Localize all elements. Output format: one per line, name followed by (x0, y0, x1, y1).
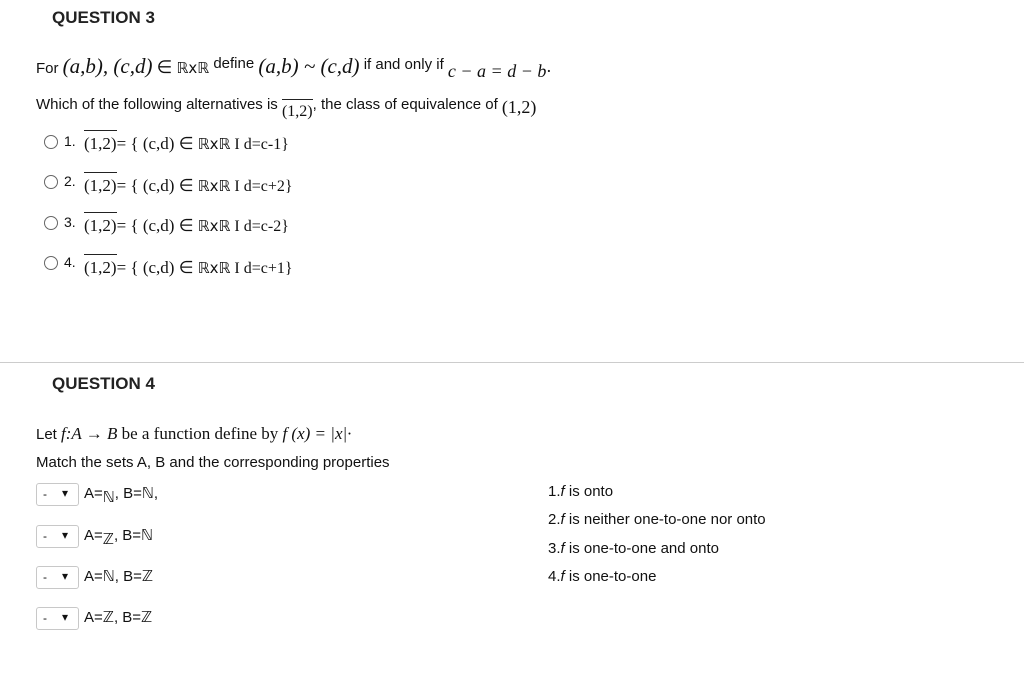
match-select-4[interactable] (36, 607, 79, 630)
option-3-set: ℝxℝ (197, 217, 231, 235)
property-3-f: f (560, 540, 565, 557)
option-3-expr: = { (c,d) ∈ (116, 216, 198, 235)
option-1-expr: = { (c,d) ∈ (116, 134, 198, 153)
q3-point: (1,2) (501, 97, 537, 117)
pair-1-tail: , (153, 485, 159, 502)
option-1-expression (84, 130, 289, 154)
q3-elem-symbol: ∈ (156, 57, 173, 77)
option-2-lhs: (1,2) (84, 172, 117, 196)
option-4-lhs: (1,2) (84, 254, 117, 278)
property-4-f: f (560, 568, 565, 585)
q4-let-word: Let (36, 426, 57, 443)
option-2-expr: = { (c,d) ∈ (116, 176, 198, 195)
pair-2-a-label: A= (84, 527, 103, 544)
q3-pairs: (a,b), (c,d) (62, 54, 153, 78)
property-2 (548, 511, 766, 528)
chevron-down-icon: ▾ (62, 610, 69, 624)
q3-condition: c − a = d − b· (447, 61, 551, 81)
option-3-lhs: (1,2) (84, 212, 117, 236)
option-1-lhs: (1,2) (84, 130, 117, 154)
property-3-text: is one-to-one and onto (564, 540, 719, 557)
option-4-set: ℝxℝ (197, 259, 231, 277)
question-3-title: QUESTION 3 (52, 8, 155, 27)
pair-1-b-set: ℕ (141, 484, 154, 502)
option-2-expression (84, 172, 293, 196)
match-select-3[interactable] (36, 566, 79, 589)
q3-define-word: define (213, 55, 255, 72)
pair-1-b-label: , B= (114, 485, 142, 502)
option-3-number: 3. (64, 214, 76, 230)
option-1-radio[interactable] (44, 135, 58, 149)
property-2-text: is neither one-to-one nor onto (564, 511, 766, 528)
chevron-down-icon: ▾ (62, 486, 69, 500)
option-1-set: ℝxℝ (197, 135, 231, 153)
chevron-down-icon: ▾ (62, 569, 69, 583)
q4-rest-text: be a function define by (121, 424, 279, 443)
option-4-expr: = { (c,d) ∈ (116, 258, 198, 277)
q4-formula: f (x) = |x|· (282, 424, 352, 443)
pair-3-b-label: , B= (114, 568, 142, 585)
q3-comma: , (312, 96, 317, 113)
property-1-number: 1. (548, 483, 561, 500)
q4-instructions: Match the sets A, B and the corresponding properties (36, 454, 390, 471)
q3-statement-line2 (36, 92, 537, 120)
q3-statement-line1 (36, 54, 551, 79)
select-3-value: - (43, 570, 47, 584)
property-2-f: f (560, 511, 565, 528)
set-pair-2 (84, 526, 154, 548)
option-3-cond: I d=c-2} (230, 218, 289, 235)
q3-for-word: For (36, 60, 59, 77)
property-2-number: 2. (548, 511, 561, 528)
select-1-value: - (43, 487, 47, 501)
option-2-number: 2. (64, 173, 76, 189)
select-4-value: - (43, 611, 47, 625)
property-1 (548, 483, 613, 500)
pair-4-a-label: A= (84, 609, 103, 626)
pair-1-a-set: ℕ (102, 488, 115, 506)
option-2-set: ℝxℝ (197, 177, 231, 195)
option-4-number: 4. (64, 254, 76, 270)
option-4-radio[interactable] (44, 256, 58, 270)
option-1-number: 1. (64, 133, 76, 149)
property-4-text: is one-to-one (564, 568, 657, 585)
set-pair-1 (84, 484, 159, 506)
option-1-cond: I d=c-1} (230, 136, 289, 153)
q3-rest-text: the class of equivalence of (320, 96, 498, 113)
option-2-radio[interactable] (44, 175, 58, 189)
option-3-expression (84, 212, 289, 236)
q4-statement-line1 (36, 424, 351, 444)
q3-class-overline: (1,2) (282, 99, 313, 121)
pair-3-a-set: ℕ (102, 567, 115, 585)
pair-2-b-set: ℕ (141, 526, 154, 544)
chevron-down-icon: ▾ (62, 528, 69, 542)
property-3-number: 3. (548, 540, 561, 557)
property-4 (548, 568, 656, 585)
pair-3-a-label: A= (84, 568, 103, 585)
match-select-1[interactable] (36, 483, 79, 506)
pair-4-b-label: , B= (113, 609, 142, 626)
set-pair-3 (84, 567, 153, 585)
set-pair-4 (84, 608, 152, 626)
match-select-2[interactable] (36, 525, 79, 548)
pair-4-a-set: ℤ (102, 608, 114, 626)
section-divider (0, 362, 1024, 363)
pair-2-a-set: ℤ (102, 530, 114, 548)
pair-1-a-label: A= (84, 485, 103, 502)
property-1-text: is onto (564, 483, 614, 500)
option-4-cond: I d=c+1} (230, 260, 293, 277)
option-3-radio[interactable] (44, 216, 58, 230)
q3-iff-text: if and only if (363, 56, 444, 73)
select-2-value: - (43, 529, 47, 543)
pair-4-b-set: ℤ (141, 608, 153, 626)
pair-2-b-label: , B= (113, 527, 142, 544)
property-1-f: f (560, 483, 565, 500)
pair-3-b-set: ℤ (141, 567, 154, 585)
property-3 (548, 540, 719, 557)
property-4-number: 4. (548, 568, 561, 585)
q4-function-signature: f:A → B (61, 424, 118, 443)
q3-lead-text: Which of the following alternatives is (36, 96, 278, 113)
q3-relation: (a,b) ~ (c,d) (258, 54, 360, 78)
q3-set: ℝxℝ (176, 59, 210, 77)
option-4-expression (84, 254, 293, 278)
question-4-title: QUESTION 4 (52, 374, 155, 393)
option-2-cond: I d=c+2} (230, 178, 293, 195)
